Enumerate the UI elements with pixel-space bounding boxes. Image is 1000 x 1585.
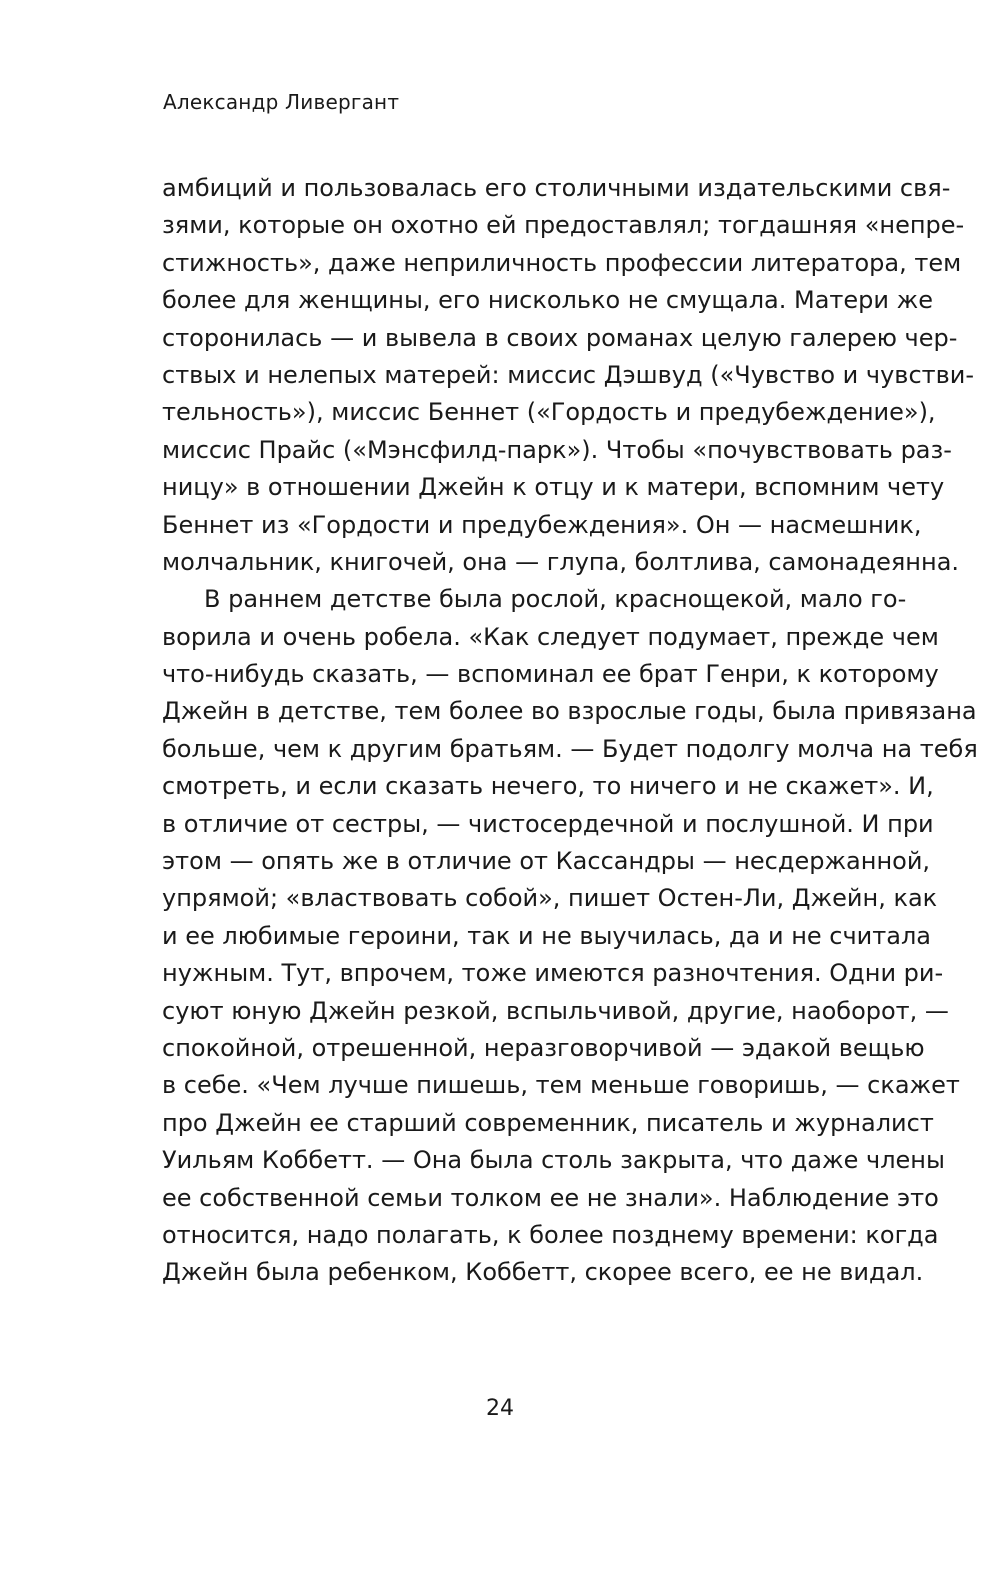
text-line: Джейн была ребенком, Коббетт, скорее всего, ее не видал. xyxy=(162,1258,924,1287)
text-line: миссис Прайс («Мэнсфилд-парк»). Чтобы «почувствовать раз- xyxy=(162,435,952,464)
text-line: тельность»), миссис Беннет («Гордость и предубеждение»), xyxy=(162,398,936,427)
body-text xyxy=(162,170,978,1292)
text-line: нужным. Тут, впрочем, тоже имеются разночтения. Одни ри- xyxy=(162,959,944,988)
text-line: Уильям Коббетт. — Она была столь закрыта, что даже члены xyxy=(162,1146,945,1175)
text-line: и ее любимые героини, так и не выучилась, да и не считала xyxy=(162,921,932,950)
text-line: Беннет из «Гордости и предубеждения». Он — насмешник, xyxy=(162,510,922,539)
text-line: больше, чем к другим братьям. — Будет подолгу молча на тебя xyxy=(162,734,978,763)
text-line: сторонилась — и вывела в своих романах целую галерею чер- xyxy=(162,323,958,352)
text-line: спокойной, отрешенной, неразговорчивой — эдакой вещью xyxy=(162,1033,925,1062)
text-line: в себе. «Чем лучше пишешь, тем меньше говоришь, — скажет xyxy=(162,1071,960,1100)
text-line: ее собственной семьи толком ее не знали». Наблюдение это xyxy=(162,1183,939,1212)
text-line: молчальник, книгочей, она — глупа, болтлива, самонадеянна. xyxy=(162,547,960,576)
text-line: более для женщины, его нисколько не смущала. Матери же xyxy=(162,286,934,315)
text-line: суют юную Джейн резкой, вспыльчивой, другие, наоборот, — xyxy=(162,996,949,1025)
text-line: ницу» в отношении Джейн к отцу и к матери, вспомним чету xyxy=(162,473,945,502)
text-line: относится, надо полагать, к более позднему времени: когда xyxy=(162,1220,939,1249)
text-line: ворила и очень робела. «Как следует подумает, прежде чем xyxy=(162,622,939,651)
text-line: про Джейн ее старший современник, писатель и журналист xyxy=(162,1108,934,1137)
page-number: 24 xyxy=(486,1396,514,1421)
text-line: В раннем детстве была рослой, краснощекой, мало го- xyxy=(204,585,907,614)
text-line: этом — опять же в отличие от Кассандры — несдержанной, xyxy=(162,847,931,876)
text-line: амбиций и пользовалась его столичными издательскими свя- xyxy=(162,174,951,202)
text-line: ствых и нелепых матерей: миссис Дэшвуд («Чувство и чувстви- xyxy=(162,360,975,389)
text-line: зями, которые он охотно ей предоставлял; тогдашняя «непре- xyxy=(162,211,965,240)
text-line: Джейн в детстве, тем более во взрослые годы, была привязана xyxy=(162,697,977,726)
text-line: что-нибудь сказать, — вспоминал ее брат Генри, к которому xyxy=(162,660,939,689)
text-line: упрямой; «властвовать собой», пишет Остен-Ли, Джейн, как xyxy=(162,884,938,913)
text-line: стижность», даже неприличность профессии литератора, тем xyxy=(162,248,962,277)
running-head: Александр Ливергант xyxy=(163,90,400,114)
text-line: смотреть, и если сказать нечего, то ничего и не скажет». И, xyxy=(162,772,934,801)
text-line: в отличие от сестры, — чистосердечной и послушной. И при xyxy=(162,809,934,838)
